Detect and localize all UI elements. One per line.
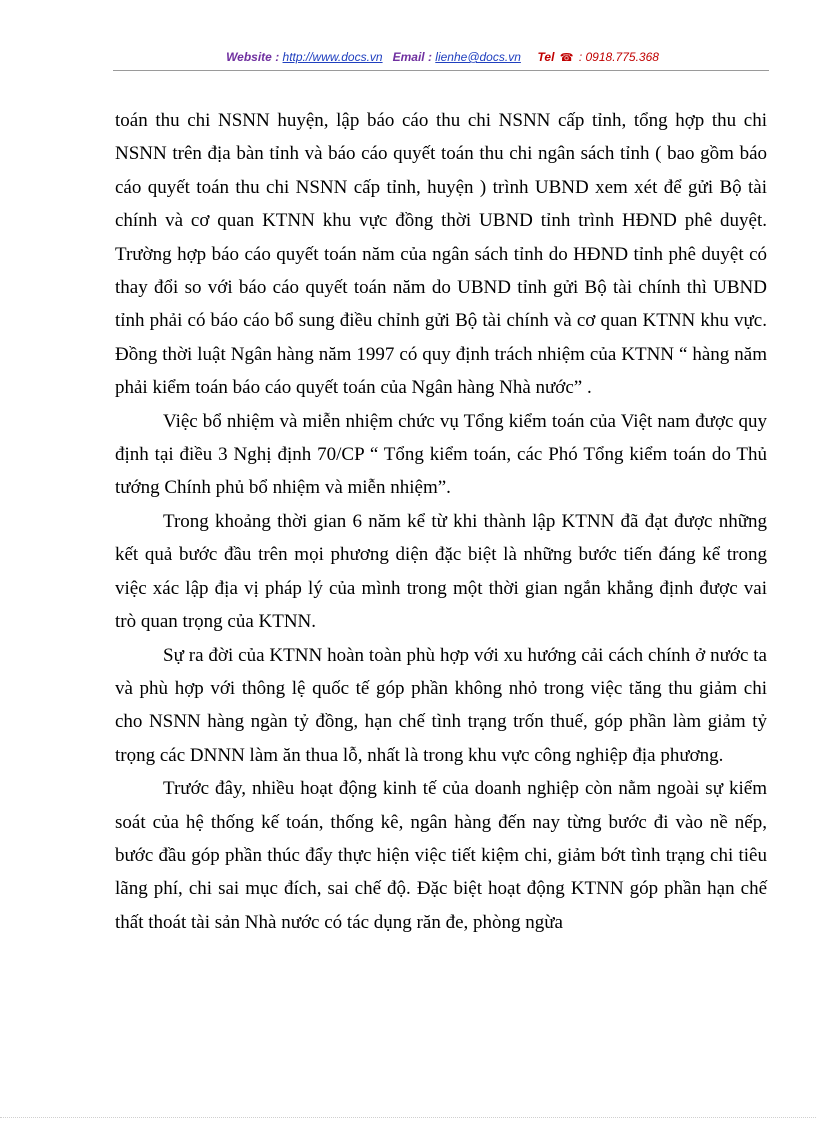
phone-icon: ☎ [559, 52, 574, 64]
email-label: Email : [392, 50, 432, 64]
website-link[interactable]: http://www.docs.vn [282, 50, 383, 64]
paragraph-1: toán thu chi NSNN huyện, lập báo cáo thu chi NSNN cấp tỉnh, tổng hợp thu chi NSNN trên địa bàn tỉnh và báo cáo quyết toán thu chi ngân sách tỉnh ( bao gồm báo cáo quyết toán thu chi NSNN cấp tỉnh, huyện ) trình UBND xem xét để gửi Bộ tài chính và cơ quan KTNN khu vực đồng thời UBND tỉnh trình HĐND phê duyệt. Trường hợp báo cáo quyết toán năm của ngân sách tỉnh do HĐND tỉnh phê duyệt có thay đổi so với báo cáo quyết toán năm do UBND tỉnh gửi Bộ tài chính thì UBND tỉnh phải có báo cáo bổ sung điều chỉnh gửi Bộ tài chính và cơ quan KTNN khu vực. Đồng thời luật Ngân hàng năm 1997 có quy định trách nhiệm của KTNN “ hàng năm phải kiểm toán báo cáo quyết toán của Ngân hàng Nhà nước” . [115, 110, 767, 399]
paragraph-4: Sự ra đời của KTNN hoàn toàn phù hợp với xu hướng cải cách chính ở nước ta và phù hợp với thông lệ quốc tế góp phần không nhỏ trong việc tăng thu giảm chi cho NSNN hàng ngàn tỷ đồng, hạn chế tình trạng trốn thuế, góp phần làm giảm tỷ trọng các DNNN làm ăn thua lỗ, nhất là trong khu vực công nghiệp địa phương. [115, 644, 767, 766]
paragraph-2: Việc bổ nhiệm và miễn nhiệm chức vụ Tổng kiểm toán của Việt nam được quy định tại điều 3 Nghị định 70/CP “ Tổng kiểm toán, các Phó Tổng kiểm toán do Thủ tướng Chính phủ bổ nhiệm và miễn nhiệm”. [115, 410, 767, 499]
paragraph-5: Trước đây, nhiều hoạt động kinh tế của doanh nghiệp còn nằm ngoài sự kiểm soát của hệ thống kế toán, thống kê, ngân hàng đến nay từng bước đi vào nề nếp, bước đầu góp phần thúc đẩy thực hiện việc tiết kiệm chi, giảm bớt tình trạng chi tiêu lãng phí, chi sai mục đích, sai chế độ. Đặc biệt hoạt động KTNN góp phần hạn chế thất thoát tài sản Nhà nước có tác dụng răn đe, phòng ngừa [115, 778, 767, 933]
page-bottom-edge [0, 1117, 816, 1118]
page-header [115, 50, 770, 64]
tel-label: Tel [537, 50, 555, 64]
phone-number: : 0918.775.368 [578, 50, 659, 64]
document-body [115, 104, 767, 939]
website-label: Website : [226, 50, 280, 64]
email-link[interactable]: lienhe@docs.vn [435, 50, 521, 64]
header-divider [113, 70, 769, 71]
paragraph-3: Trong khoảng thời gian 6 năm kể từ khi thành lập KTNN đã đạt được những kết quả bước đầu trên mọi phương diện đặc biệt là những bước tiến đáng kể trong việc xác lập địa vị pháp lý của mình trong một thời gian ngắn khẳng định được vai trò quan trọng của KTNN. [115, 510, 767, 633]
